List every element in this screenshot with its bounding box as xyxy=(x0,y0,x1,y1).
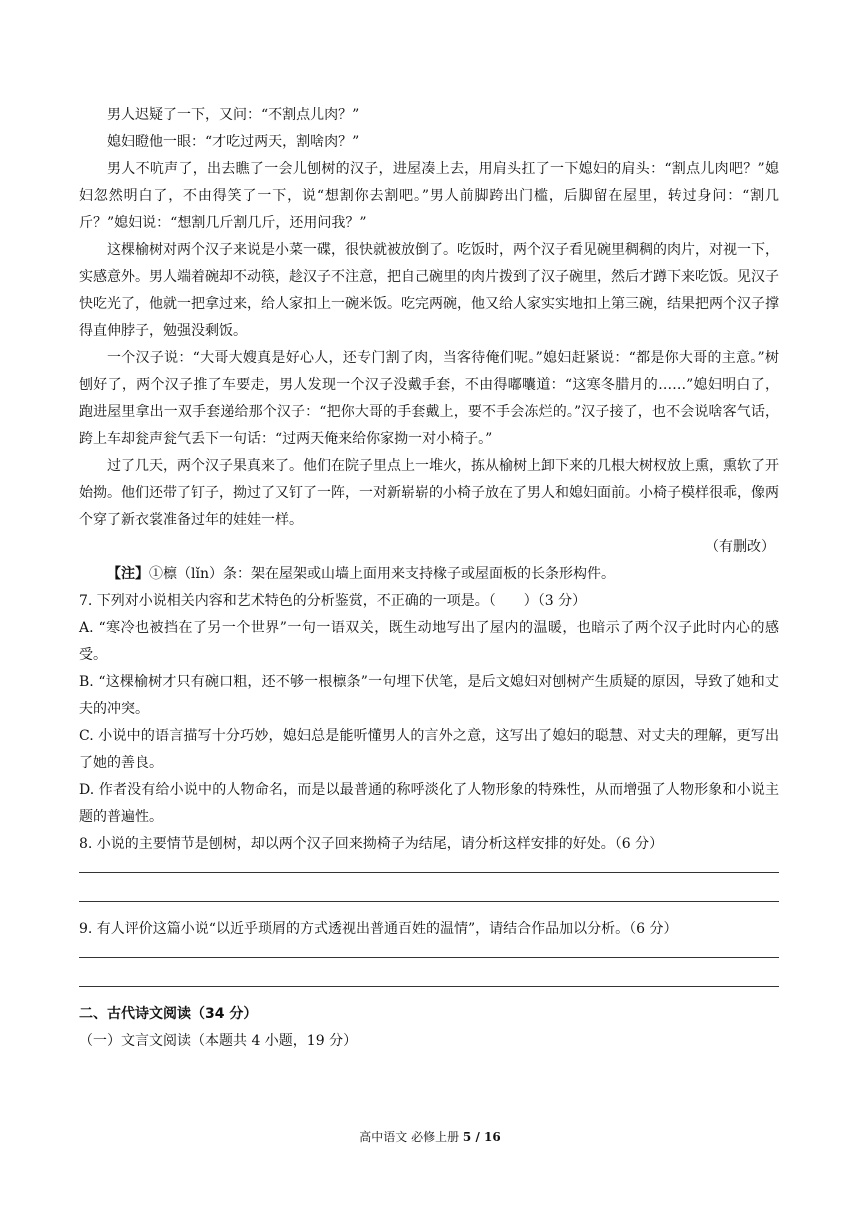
passage-paragraph-2: 媳妇瞪他一眼：“才吃过两天，割啥肉？” xyxy=(107,134,360,150)
source-note: （有删改） xyxy=(705,539,775,555)
question-7-option-a: A. “寒冷也被挡在了另一个世界”一句一语双关，既生动地写出了屋内的温暖，也暗示了两个汉子此时内心的感受。 xyxy=(79,620,779,663)
answer-line[interactable] xyxy=(79,858,779,873)
passage-paragraph-5: 一个汉子说：“大哥大嫂真是好心人，还专门割了肉，当客待俺们呢。”媳妇赶紧说：“都是你大哥的主意。”树刨好了，两个汉子推了车要走，男人发现一个汉子没戴手套，不由得嘟囔道：“这寒冬腊月的……”媳妇明白了，跑进屋里拿出一双手套递给那个汉子：“把你大哥的手套戴上，要不手会冻烂的。”汉子接了，也不会说啥客气话，跨上车却瓮声瓮气丢下一句话：“过两天俺来给你家拗一对小椅子。” xyxy=(79,350,779,447)
answer-line[interactable] xyxy=(79,972,779,987)
passage-paragraph-3: 男人不吭声了，出去瞧了一会儿刨树的汉子，进屋凑上去，用肩头扛了一下媳妇的肩头：“割点儿肉吧？”媳妇忽然明白了，不由得笑了一下，说“想割你去割吧。”男人前脚跨出门槛，后脚留在屋里，转过身问：“割几斤？”媳妇说：“想割几斤割几斤，还用问我？” xyxy=(79,161,779,231)
question-9: 9. 有人评价这篇小说“以近乎琐屑的方式透视出普通百姓的温情”，请结合作品加以分析。（6 分） xyxy=(79,921,678,937)
document-page xyxy=(79,102,779,1055)
page-footer xyxy=(0,1128,860,1145)
footnote xyxy=(79,561,779,588)
question-7-option-b: B. “这棵榆树才只有碗口粗，还不够一根檩条”一句埋下伏笔，是后文媳妇对刨树产生质疑的原因，导致了她和丈夫的冲突。 xyxy=(79,674,779,717)
section-title: 二、古代诗文阅读（34 分） xyxy=(79,1006,258,1022)
passage-paragraph-1: 男人迟疑了一下，又问：“不割点儿肉？” xyxy=(107,107,360,123)
footnote-text: ①檩（lǐn）条：架在屋架或山墙上面用来支持椽子或屋面板的长条形构件。 xyxy=(149,566,615,582)
subsection-title: （一）文言文阅读（本题共 4 小题，19 分） xyxy=(79,1033,358,1049)
question-8: 8. 小说的主要情节是刨树，却以两个汉子回来拗椅子为结尾，请分析这样安排的好处。（6 分） xyxy=(79,836,664,852)
answer-line[interactable] xyxy=(79,943,779,958)
footer-page-number: 5 / 16 xyxy=(462,1130,501,1144)
question-7-stem: 7. 下列对小说相关内容和艺术特色的分析鉴赏，不正确的一项是。（ ）（3 分） xyxy=(79,593,587,609)
question-7-option-c: C. 小说中的语言描写十分巧妙，媳妇总是能听懂男人的言外之意，这写出了媳妇的聪慧、对丈夫的理解，更写出了她的善良。 xyxy=(79,728,779,771)
answer-line[interactable] xyxy=(79,887,779,902)
footnote-label: 【注】 xyxy=(107,566,149,582)
passage-paragraph-6: 过了几天，两个汉子果真来了。他们在院子里点上一堆火，拣从榆树上卸下来的几根大树杈放上熏，熏软了开始拗。他们还带了钉子，拗过了又钉了一阵，一对新崭崭的小椅子放在了男人和媳妇面前。小椅子模样很乖，像两个穿了新衣裳准备过年的娃娃一样。 xyxy=(79,458,779,528)
question-7-option-d: D. 作者没有给小说中的人物命名，而是以最普通的称呼淡化了人物形象的特殊性，从而增强了人物形象和小说主题的普遍性。 xyxy=(79,782,779,825)
footer-text: 高中语文 必修上册 xyxy=(359,1130,463,1144)
passage-paragraph-4: 这棵榆树对两个汉子来说是小菜一碟，很快就被放倒了。吃饭时，两个汉子看见碗里稠稠的肉片，对视一下，实感意外。男人端着碗却不动筷，趁汉子不注意，把自己碗里的肉片拨到了汉子碗里，然后才蹲下来吃饭。见汉子快吃光了，他就一把拿过来，给人家扣上一碗米饭。吃完两碗，他又给人家实实地扣上第三碗，结果把两个汉子撑得直伸脖子，勉强没剩饭。 xyxy=(79,242,779,339)
